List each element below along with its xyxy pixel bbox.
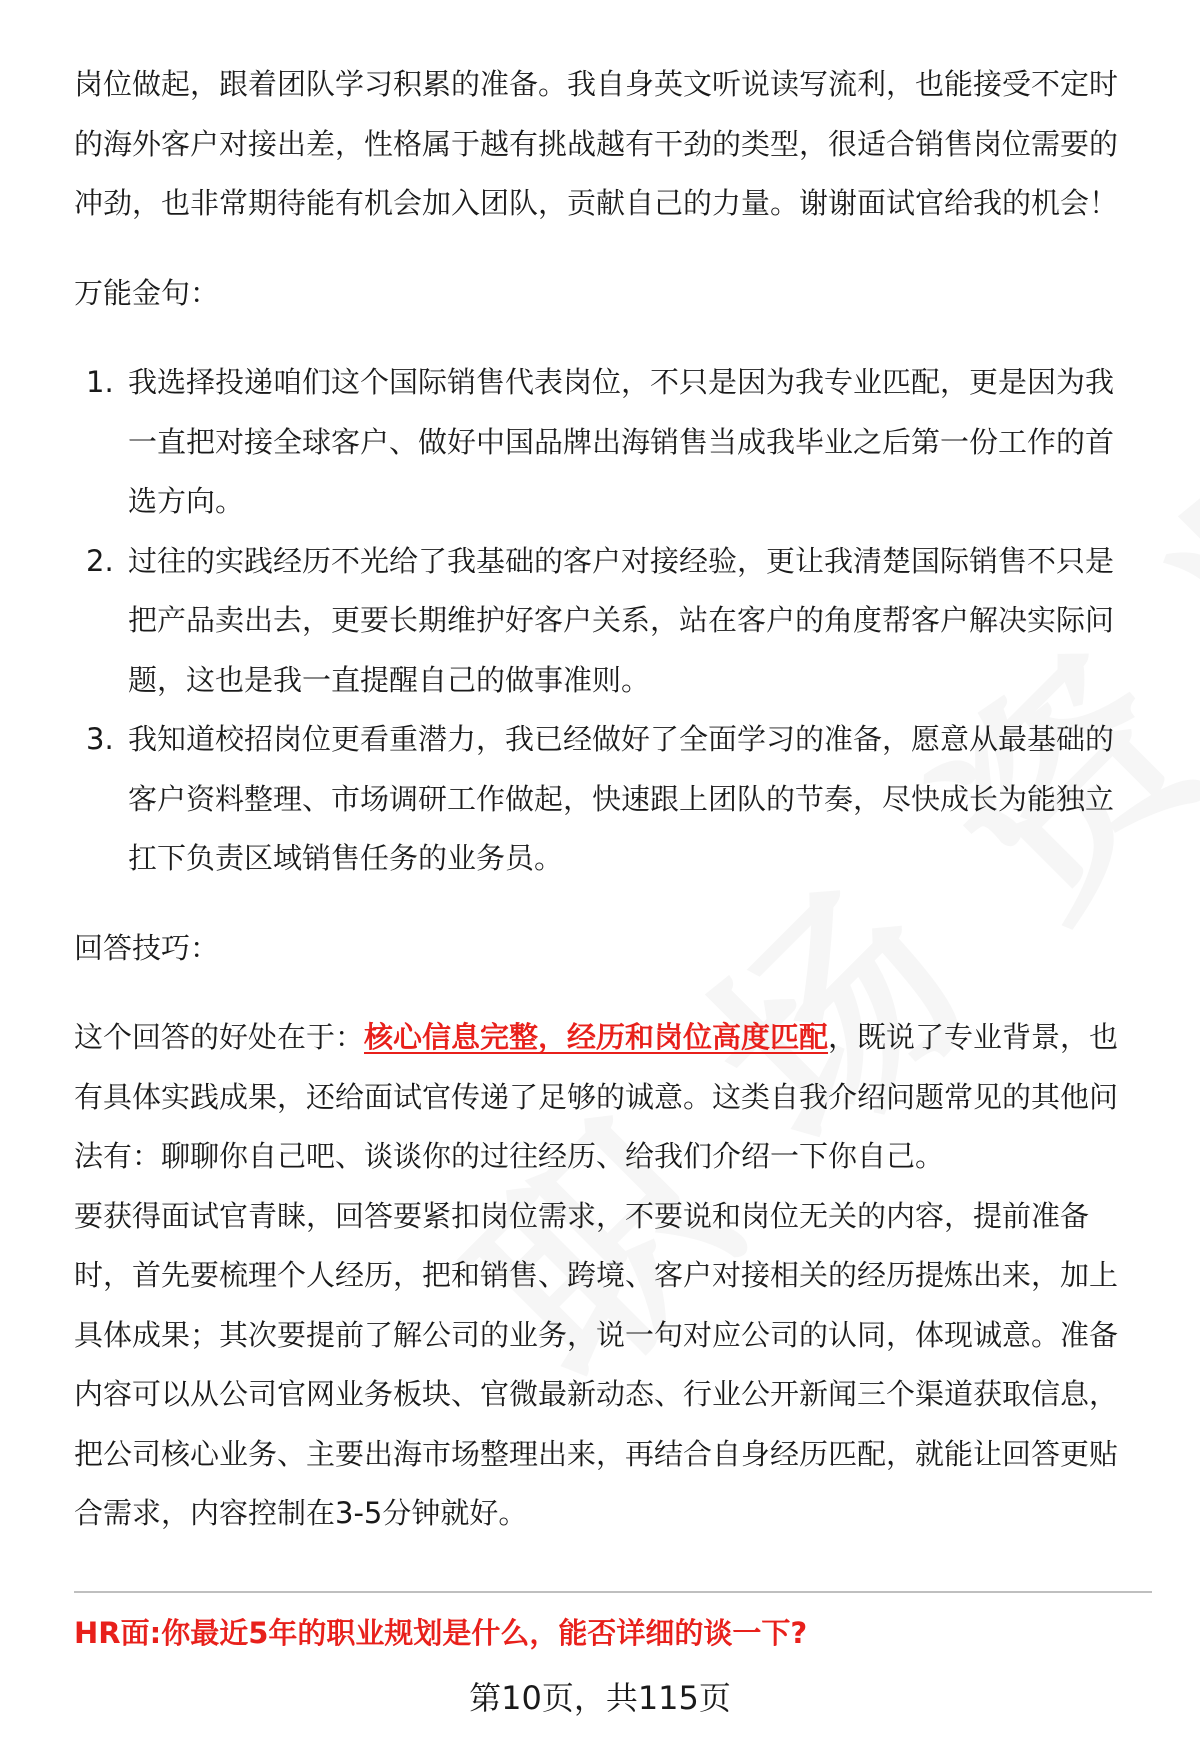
tips-heading: 回答技巧： (74, 930, 220, 965)
list-item (74, 353, 1139, 532)
page-footer: 第10页，共115页 (469, 1679, 731, 1717)
golden-sentences-list (74, 353, 1139, 889)
highlight-text: 核心信息完整，经历和岗位高度匹配 (364, 1020, 829, 1054)
tips-suffix: ，既说了专业背景，也有具体实践成果，还给面试官传递了足够的诚意。这类自我介绍问题常见的其他问法有：聊聊你自己吧、谈谈你的过往经历、给我们介绍一下你自己。 (74, 1020, 1119, 1173)
list-item (74, 710, 1139, 889)
list-item-text: 我选择投递咱们这个国际销售代表岗位，不只是因为我专业匹配，更是因为我一直把对接全球客户、做好中国品牌出海销售当成我毕业之后第一份工作的首选方向。 (128, 365, 1115, 518)
section-divider (74, 1591, 1152, 1593)
list-item (74, 532, 1139, 711)
golden-sentences-heading: 万能金句： (74, 275, 220, 310)
page-content (74, 55, 1139, 1544)
list-item-text: 我知道校招岗位更看重潜力，我已经做好了全面学习的准备，愿意从最基础的客户资料整理、市场调研工作做起，快速跟上团队的节奏，尽快成长为能独立扛下负责区域销售任务的业务员。 (128, 722, 1115, 875)
intro-paragraph: 岗位做起，跟着团队学习积累的准备。我自身英文听说读写流利，也能接受不定时的海外客户对接出差，性格属于越有挑战越有干劲的类型，很适合销售岗位需要的冲劲，也非常期待能有机会加入团队，贡献自己的力量。谢谢面试官给我的机会！ (74, 67, 1119, 220)
tips-paragraph-2: 要获得面试官青睐，回答要紧扣岗位需求，不要说和岗位无关的内容，提前准备时，首先要梳理个人经历，把和销售、跨境、客户对接相关的经历提炼出来，加上具体成果；其次要提前了解公司的业务，说一句对应公司的认同，体现诚意。准备内容可以从公司官网业务板块、官微最新动态、行业公开新闻三个渠道获取信息，把公司核心业务、主要出海市场整理出来，再结合自身经历匹配，就能让回答更贴合需求，内容控制在3-5分钟就好。 (74, 1198, 1119, 1530)
list-item-number: 3. (86, 722, 114, 756)
list-item-number: 2. (86, 543, 114, 578)
tips-prefix: 这个回答的好处在于： (74, 1020, 365, 1054)
list-item-text: 过往的实践经历不光给了我基础的客户对接经验，更让我清楚国际销售不只是把产品卖出去，更要长期维护好客户关系，站在客户的角度帮客户解决实际问题，这也是我一直提醒自己的做事准则。 (128, 543, 1115, 697)
list-item-number: 1. (86, 365, 114, 399)
tips-paragraph-1 (74, 1008, 1139, 1187)
next-question-title: HR面:你最近5年的职业规划是什么，能否详细的谈一下? (74, 1616, 808, 1650)
